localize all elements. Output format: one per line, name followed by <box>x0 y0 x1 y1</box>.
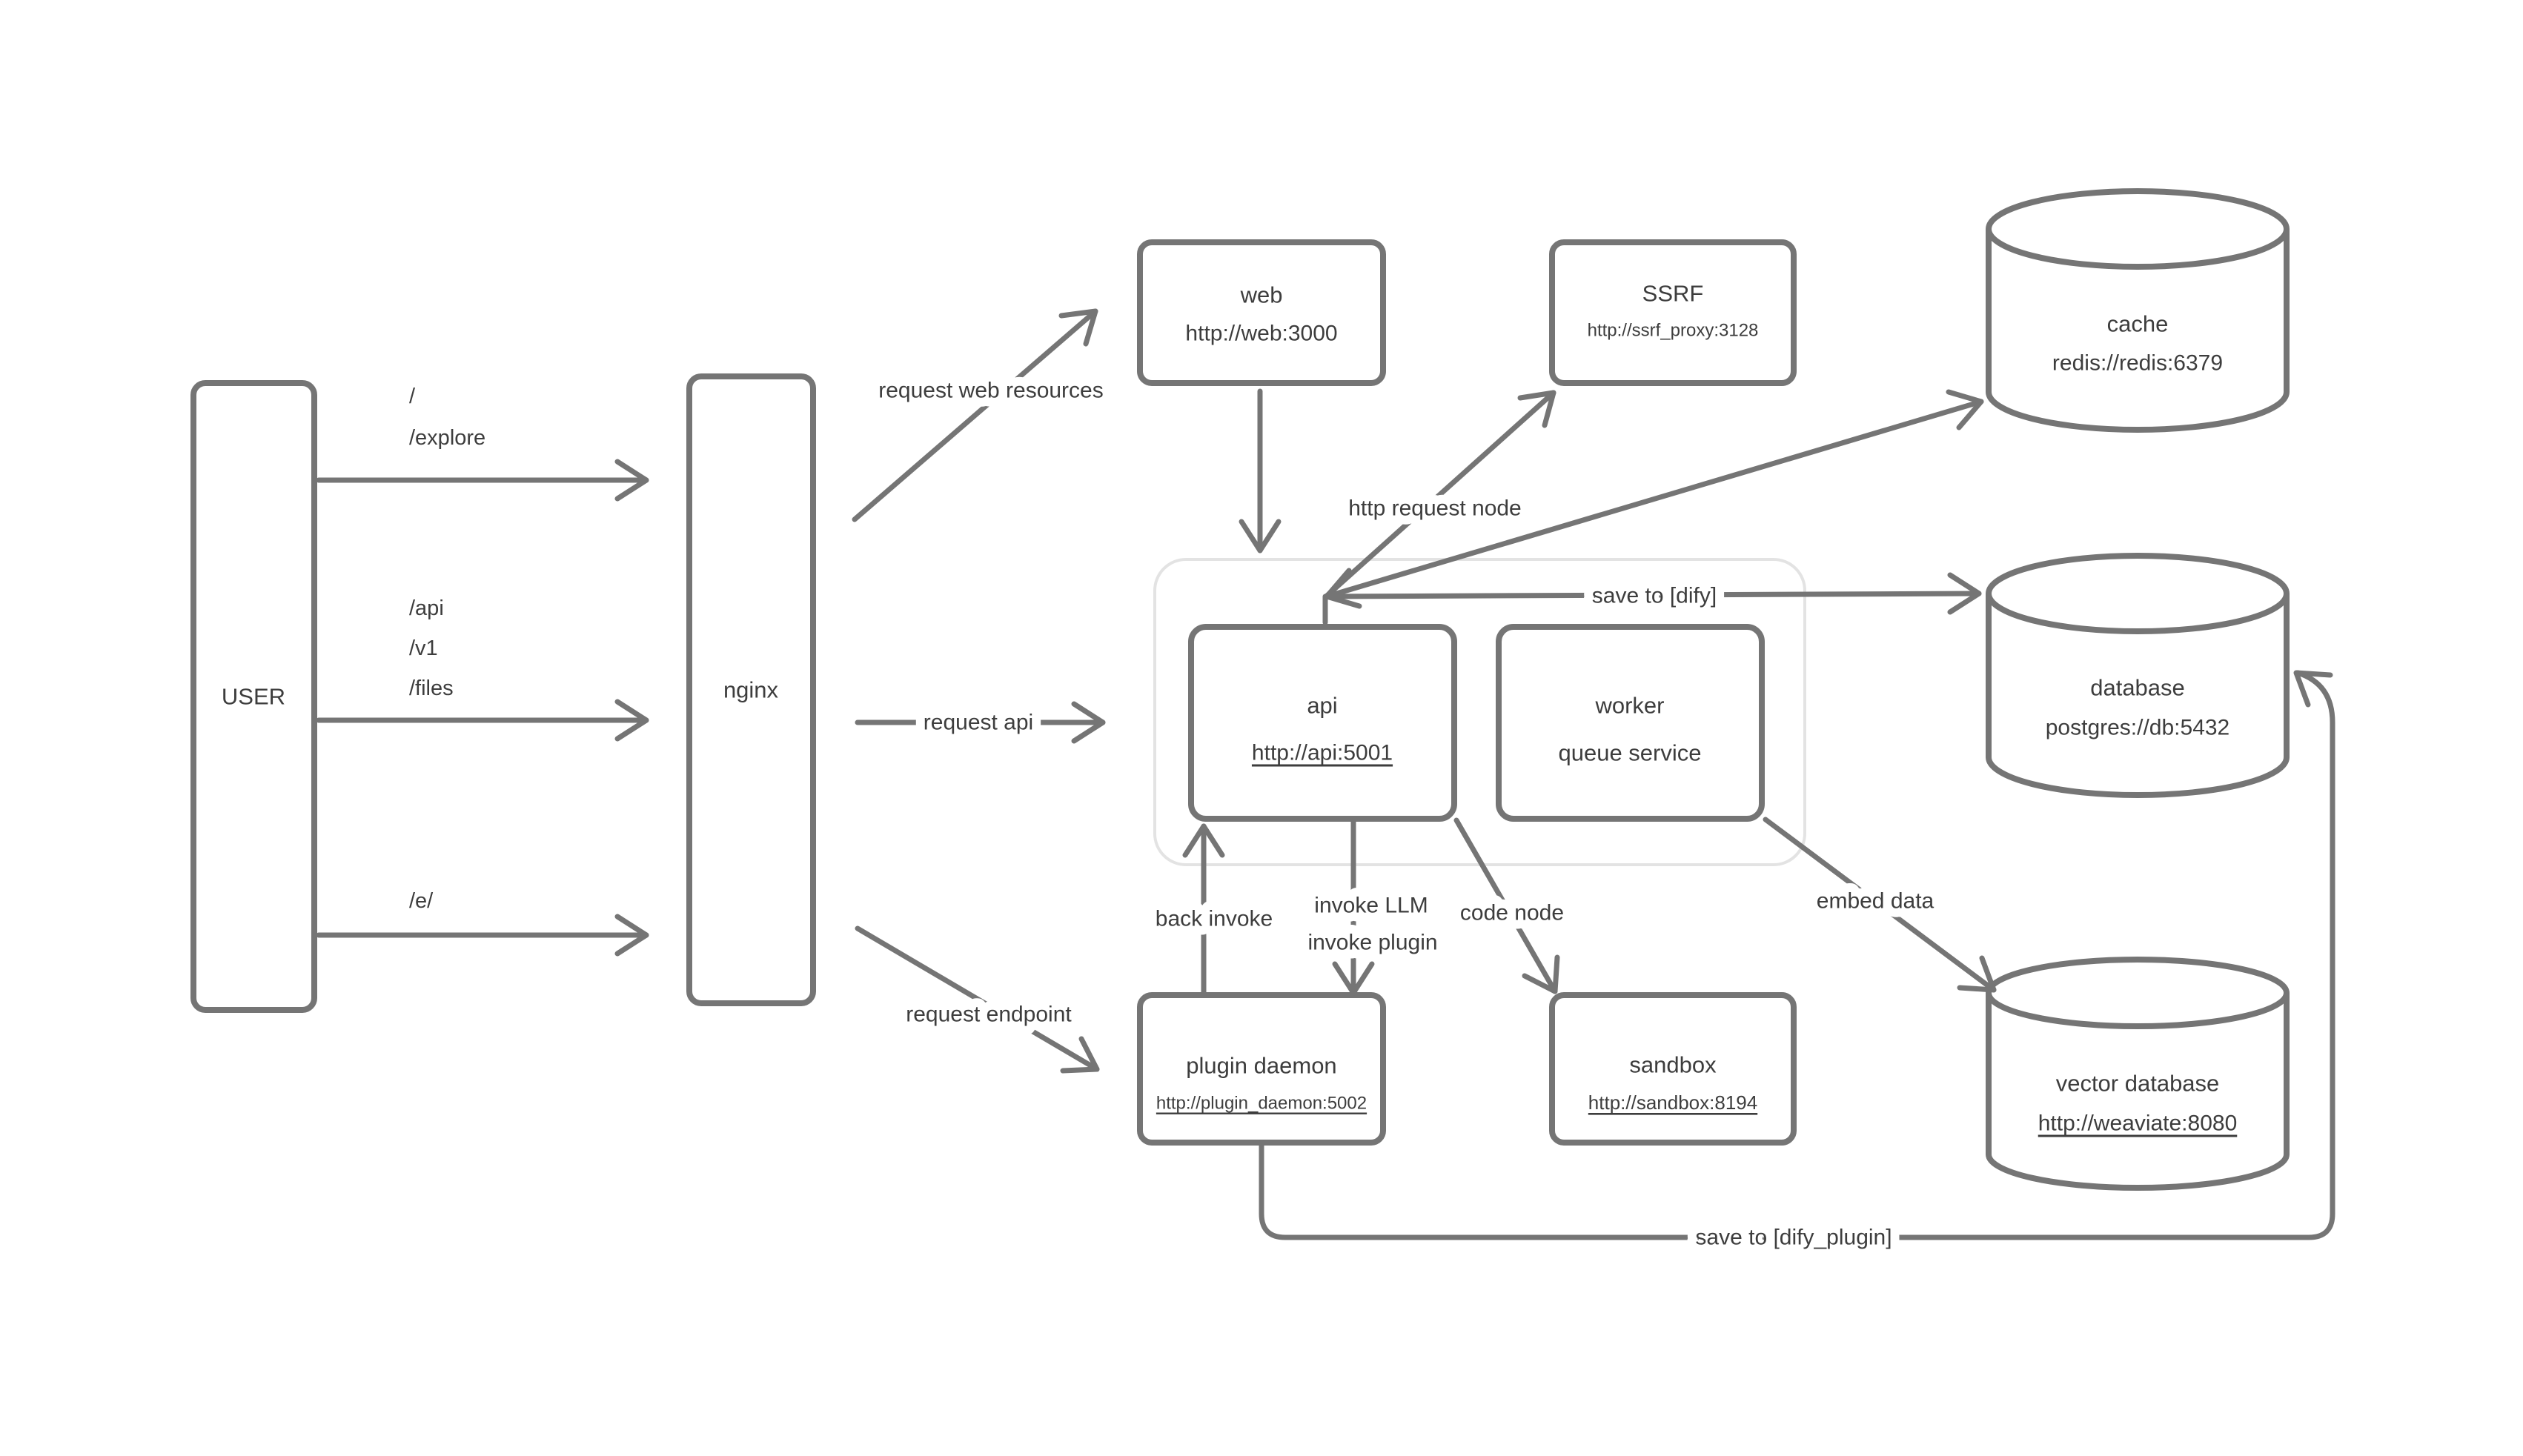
cache-title: cache <box>2106 310 2169 337</box>
route-api: /api <box>409 596 444 620</box>
label-invoke-plugin: invoke plugin <box>1307 930 1438 955</box>
plugin-daemon-box <box>1140 995 1383 1143</box>
sandbox-box <box>1552 995 1794 1143</box>
edge-nginx-web <box>855 311 1095 519</box>
label-code-node: code node <box>1459 900 1565 925</box>
vector-database-title: vector database <box>2055 1070 2220 1097</box>
sandbox-title: sandbox <box>1629 1051 1717 1078</box>
edge-user-nginx-api <box>319 702 646 739</box>
sandbox-url[interactable]: http://sandbox:8194 <box>1588 1091 1758 1114</box>
database-title: database <box>2090 674 2185 701</box>
api-url[interactable]: http://api:5001 <box>1251 740 1393 765</box>
cache-url: redis://redis:6379 <box>2052 350 2224 376</box>
route-explore: /explore <box>409 426 486 450</box>
cache-cylinder <box>1989 191 2287 430</box>
label-request-endpoint: request endpoint <box>906 1002 1072 1027</box>
nginx-box <box>689 376 813 1003</box>
plugin-daemon-title: plugin daemon <box>1186 1052 1337 1079</box>
user-box <box>193 383 314 1010</box>
worker-box <box>1499 627 1762 819</box>
ssrf-title: SSRF <box>1642 280 1704 307</box>
vector-database-cylinder <box>1989 960 2287 1188</box>
web-box <box>1140 242 1383 383</box>
label-http-request-node: http request node <box>1348 496 1522 521</box>
edge-user-nginx-e <box>319 917 646 954</box>
label-save-to-dify-plugin: save to [dify_plugin] <box>1695 1225 1892 1250</box>
route-e: /e/ <box>409 889 434 913</box>
vector-database-url[interactable]: http://weaviate:8080 <box>2038 1111 2238 1136</box>
route-files: /files <box>409 677 454 700</box>
ssrf-url: http://ssrf_proxy:3128 <box>1587 320 1759 341</box>
label-request-api: request api <box>923 710 1034 735</box>
database-url: postgres://db:5432 <box>2045 715 2230 740</box>
ssrf-box <box>1552 242 1794 383</box>
label-back-invoke: back invoke <box>1155 906 1273 931</box>
api-box <box>1191 627 1454 819</box>
route-root: / <box>409 385 416 408</box>
edge-user-nginx-web <box>319 462 646 499</box>
user-label: USER <box>221 683 286 710</box>
web-url: http://web:3000 <box>1185 321 1338 346</box>
web-title: web <box>1240 282 1283 308</box>
label-embed-data: embed data <box>1816 888 1934 914</box>
edge-api-ssrf <box>1325 393 1554 597</box>
edge-web-api <box>1241 391 1279 551</box>
edge-nginx-plugin-daemon <box>858 928 1097 1071</box>
worker-title: worker <box>1595 692 1665 719</box>
route-v1: /v1 <box>409 636 438 660</box>
nginx-label: nginx <box>723 677 779 703</box>
label-save-to-dify: save to [dify] <box>1591 583 1717 608</box>
api-title: api <box>1307 692 1338 719</box>
worker-subtitle: queue service <box>1558 739 1702 766</box>
label-request-web-resources: request web resources <box>878 378 1104 403</box>
plugin-daemon-url[interactable]: http://plugin_daemon:5002 <box>1156 1093 1367 1114</box>
label-invoke-llm: invoke LLM <box>1314 893 1428 918</box>
database-cylinder <box>1989 556 2287 795</box>
